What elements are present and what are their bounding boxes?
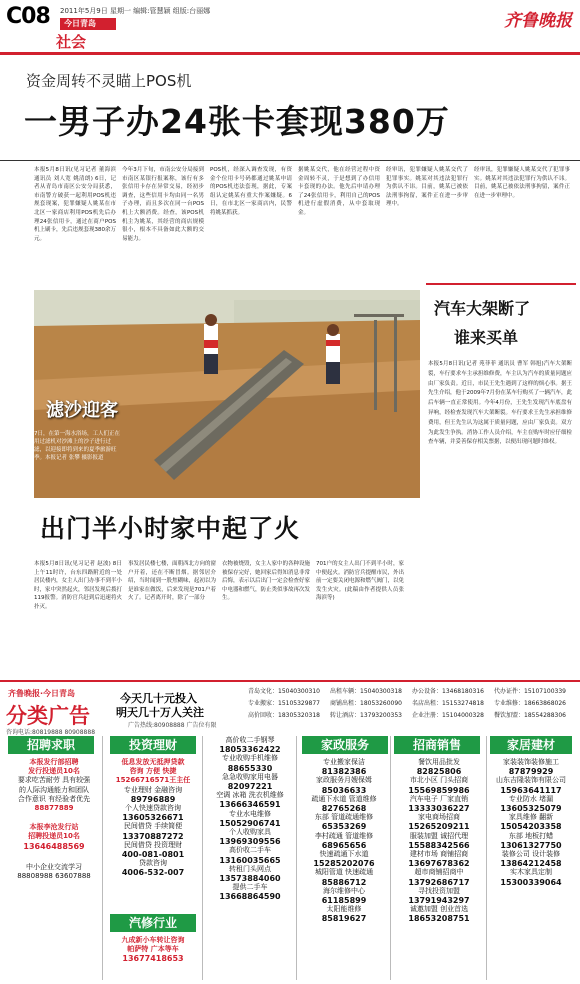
ad-line: 山东吉隆装饰有限公司 bbox=[496, 776, 566, 785]
ad-line: 本报李沧发行站 bbox=[29, 823, 79, 832]
side-headline-1: 汽车大架断了 bbox=[434, 299, 531, 318]
ad-line: 要求吃苦耐劳 具有较强 bbox=[17, 776, 91, 785]
ad-line: 68965656 bbox=[321, 840, 367, 850]
fire-headline: 出门半小时家中起了火 bbox=[40, 514, 301, 543]
ads-col-home bbox=[490, 758, 572, 980]
ads-top-item: 专业维修：18663868026 bbox=[494, 700, 566, 707]
ad-line: 15052906741 bbox=[219, 818, 281, 828]
lead-headline: 一男子办24张卡套现380万 bbox=[24, 102, 450, 141]
ad-line: 15300339064 bbox=[500, 877, 562, 887]
ad-line: 家装装饰装修施工 bbox=[503, 758, 559, 766]
ad-line: 88808988 63607888 bbox=[17, 872, 91, 881]
cat-home-building: 家居建材 bbox=[490, 736, 572, 754]
ads-divider bbox=[296, 736, 297, 980]
ad-line: 15588342566 bbox=[408, 840, 470, 850]
lead-column-2: 今年3月下旬，市南公安分局接到市南区某银行报案称，该行有多张信用卡存在异常交易，经初步调查，这些信用卡均由同一名男子办理，而且多次在同一台POS机上大额消费。经查，该POS机机主为姚某，其经营的商店规模很小，根本不具备如此大额的交易能力。 bbox=[122, 167, 204, 242]
ad-line: 13160035665 bbox=[219, 855, 281, 865]
ads-top-item: 高价回收：18305320318 bbox=[248, 712, 320, 719]
ads-promo-3: 广告热线:80908888 广告位有限 bbox=[128, 722, 217, 729]
cat-investment: 投资理财 bbox=[110, 736, 196, 754]
ad-line: 13573884060 bbox=[219, 874, 281, 884]
ad-line: 13666346591 bbox=[219, 800, 281, 810]
ads-col-misc bbox=[206, 736, 294, 980]
ad-line: 汽车电子 厂家直销 bbox=[409, 794, 469, 803]
lead-column-4: 据姚某交代，他在经营过程中资金周转不灵，于是想到了办信用卡套现的办法。他先后申请办理了24张信用卡，利用自己的POS机进行虚假消费，从中套取现金。 bbox=[298, 167, 380, 216]
ads-top-item: 企业注册：15104000328 bbox=[412, 712, 484, 719]
ads-divider bbox=[486, 736, 487, 980]
ad-line: 89796889 bbox=[130, 794, 176, 804]
ad-line: 61185899 bbox=[321, 896, 367, 906]
ad-line: 85886712 bbox=[321, 877, 367, 887]
ad-line: 82765268 bbox=[321, 804, 367, 814]
ad-line: 急急收购家用电器 bbox=[222, 772, 278, 781]
ad-line: 服装加盟 诚招代理 bbox=[409, 831, 469, 840]
ad-line: 13677418653 bbox=[122, 954, 184, 964]
side-headline-2: 谁来买单 bbox=[454, 328, 519, 347]
ad-line: 家电商场招商 bbox=[418, 813, 460, 822]
ad-line: 专业理财 金融咨询 bbox=[123, 785, 183, 794]
ad-line: 13646488569 bbox=[23, 841, 85, 851]
ads-col-sales bbox=[394, 758, 484, 980]
ad-line: 家政服务月嫂保姆 bbox=[316, 776, 372, 785]
ad-line: 咨询 方便 快捷 bbox=[129, 767, 177, 776]
ad-line: 13969309556 bbox=[219, 837, 281, 847]
ad-line: 诚邀加盟 创业首选 bbox=[409, 905, 469, 914]
ad-line: 18653208751 bbox=[408, 914, 470, 924]
fire-column-3: 衣物被烧毁，女主人家中的各种设施被保存完好，她回家后得知消息非常后悔，表示以后出门一定会检查好家中电器和燃气，防止类似事故再次发生。 bbox=[222, 561, 310, 602]
ad-line: 13792686717 bbox=[408, 877, 470, 887]
ad-line: 13605326671 bbox=[122, 813, 184, 823]
headline-rule bbox=[0, 160, 580, 161]
lead-column-1: 本报5月8日讯(见习记者 董海滨 通讯员 刘人宽 姚清朗) 6日，记者从青岛市南区公安分局获悉，市南警方破获一起利用POS机违规套现案，犯罪嫌疑人姚某在市北区一家商店利用POS机先后办理24张信用卡，通过在商户POS机上刷卡，先后违规套现380余万元。 bbox=[34, 167, 116, 242]
fire-column-4: 701户的女主人出门不到半小时，家中便起火。消防官兵提醒市民，外出前一定要关闭电源和燃气阀门，以免发生火灾。(此稿由作者提供人员张海滨等) bbox=[316, 561, 404, 602]
ads-col-investment bbox=[106, 758, 200, 910]
ad-line: 建材市场 商铺招商 bbox=[409, 850, 469, 859]
photo-caption: 7日，在第一海水浴场，工人们正在用过滤机对沙滩上的沙子进行过滤，以迎接即将到来的夏季旅游旺季。本报记者 张攀 摄影报道 bbox=[34, 431, 121, 461]
ad-line: 转租门头网点 bbox=[229, 864, 271, 873]
ad-line: 提供二手车 bbox=[232, 883, 268, 892]
lead-column-5: 经审讯，犯罪嫌疑人姚某交代了犯罪事实。姚某对其违法犯罪行为供认不讳。目前，姚某已被依法刑事拘留，案件正在进一步审理中。 bbox=[386, 167, 468, 208]
ads-rule bbox=[0, 680, 580, 682]
ad-line: 专业水电维修 bbox=[229, 809, 271, 818]
lead-subhead: 资金周转不灵瞄上POS机 bbox=[26, 72, 192, 90]
ad-line: 贷款咨询 bbox=[139, 859, 167, 868]
ad-line: 中小企业交流学习 bbox=[26, 862, 82, 871]
ad-line: 65353269 bbox=[321, 822, 367, 832]
ad-line: 帕萨特 广本等车 bbox=[127, 945, 179, 954]
ad-line: 13668864590 bbox=[219, 892, 281, 902]
ads-promo-1: 今天几十元投入 bbox=[120, 692, 197, 705]
ad-line: 家具维修 翻新 bbox=[508, 813, 554, 822]
ad-line: 88655330 bbox=[227, 763, 273, 773]
ad-line: 15569859986 bbox=[408, 785, 470, 795]
ad-line: 82825806 bbox=[416, 767, 462, 777]
ad-line: 15963641117 bbox=[500, 785, 562, 795]
ads-top-list bbox=[248, 684, 574, 728]
ads-col-auto bbox=[106, 936, 200, 980]
photo-title: 滤沙迎客 bbox=[46, 400, 118, 421]
ad-line: 87879929 bbox=[508, 767, 554, 777]
ads-top-item: 名店出租：15153274818 bbox=[412, 700, 484, 707]
ad-line: 合作意识 有经验者优先 bbox=[17, 794, 91, 803]
ad-line: 专业搬家保洁 bbox=[323, 758, 365, 766]
ad-line: 个人收购家具 bbox=[229, 828, 271, 837]
ads-col-recruitment bbox=[8, 758, 100, 980]
ad-line: 专业防水 堵漏 bbox=[508, 794, 554, 803]
ad-line: 13864212458 bbox=[500, 859, 562, 869]
ad-line: 餐饮用品批发 bbox=[418, 758, 460, 766]
page-number: C08 bbox=[6, 4, 50, 29]
ads-top-item: 餐饮加盟：18554288306 bbox=[494, 712, 566, 719]
ad-line: 民间借贷 投资理财 bbox=[123, 840, 183, 849]
ad-line: 4006-532-007 bbox=[121, 868, 185, 878]
ad-line: 李村疏通 管道维修 bbox=[314, 831, 374, 840]
ad-line: 13697678362 bbox=[408, 859, 470, 869]
ad-line: 九成新小车转让咨询 bbox=[121, 936, 185, 944]
ad-line: 发行投递员10名 bbox=[28, 767, 80, 776]
ad-line: 13605325079 bbox=[500, 804, 562, 814]
ad-line: 东部 管道疏通维修 bbox=[314, 813, 374, 822]
ad-line: 太阳能维修 bbox=[326, 905, 362, 914]
ads-col-housekeeping bbox=[300, 758, 388, 980]
ads-divider bbox=[102, 736, 103, 980]
section-title: 社会 bbox=[56, 33, 87, 51]
beach-photo bbox=[34, 290, 420, 498]
lead-column-6: 经审讯，犯罪嫌疑人姚某交代了犯罪事实。姚某对其违法犯罪行为供认不讳。目前，姚某已被依法刑事拘留，案件正在进一步审理中。 bbox=[474, 167, 570, 199]
ad-line: 专业收购手机维修 bbox=[222, 754, 278, 763]
section-tag: 今日青岛 bbox=[60, 18, 116, 30]
ads-top-item: 专业搬家：15105329877 bbox=[248, 700, 320, 707]
ads-top-item: 出租车辆：15040300318 bbox=[330, 688, 402, 695]
ads-promo-2: 明天几十万人关注 bbox=[116, 706, 204, 719]
ad-line: 城阳管道 快速疏通 bbox=[314, 868, 374, 877]
ads-divider bbox=[202, 736, 203, 980]
ad-line: 低息发放无抵押贷款 bbox=[121, 758, 185, 766]
ad-line: 民间借贷 手续简便 bbox=[123, 822, 183, 831]
ad-line: 15265209211 bbox=[408, 822, 470, 832]
paper-logo: 齐鲁晚报 bbox=[504, 11, 572, 31]
ad-line: 个人快速贷款咨询 bbox=[125, 804, 181, 813]
ad-line: 13061327750 bbox=[500, 840, 562, 850]
ad-line: 东部 地板打蜡 bbox=[508, 831, 554, 840]
side-article-body: 本报5月8日讯(记者 苑菲菲 通讯员 曹军 韩旭)汽车大架断裂，车行要求车主承担维修费，车主认为汽车的质量问题应由厂家负责。近日，市民王先生遇到了这样的烦心事。据王先生介绍，他于2009年7月份在某车行购买了一辆汽车，此后车辆一直正常使用。今年4月份，王先生发现汽车底盘有异响，经检查发现汽车大架断裂。车行要求王先生承担维修费用，但王先生认为这属于质量问题，应由厂家负责。双方为此发生争执。消协工作人员介绍，车主在购车时应仔细检查车辆，并妥善保存相关票据，以便出现问题时维权。 bbox=[428, 361, 572, 446]
ad-line: 82097221 bbox=[227, 782, 273, 792]
fire-column-1: 本报5月8日讯(见习记者 赵波) 8日上午11时许，台东四路附近的一处居民楼内，女主人出门办事不到半小时，家中突然起火，邻居发现后拨打119报警。消防官兵赶到后迅速将火扑灭。 bbox=[34, 561, 122, 610]
ad-line: 海尔维修中心 bbox=[323, 886, 365, 895]
ads-top-item: 转让酒店：13793200353 bbox=[330, 712, 402, 719]
cat-recruitment: 招聘求职 bbox=[8, 736, 94, 754]
ads-top-item: 商铺出租：18053260090 bbox=[330, 700, 402, 707]
ad-line: 本报发行部招聘 bbox=[29, 758, 79, 766]
ad-line: 18053362422 bbox=[219, 745, 281, 755]
ad-line: 实木家具定制 bbox=[510, 868, 552, 877]
ad-line: 15266716571王主任 bbox=[115, 776, 191, 785]
ad-line: 高价收二手车 bbox=[229, 846, 271, 855]
ads-top-item: 代办证件：15107100339 bbox=[494, 688, 566, 695]
header-rule bbox=[0, 52, 580, 55]
ads-phone: 咨询电话:80819888 80908888 bbox=[6, 729, 96, 736]
lead-column-3: POS机，经深入调查发现，有资金个位用卡号码都通过姚某申请的POS机违法套现，据此，专案组认定姚某有重大作案嫌疑。6日，在市北区一家商店内，民警将姚某抓获。 bbox=[210, 167, 292, 216]
ad-line: 超市商铺招商中 bbox=[414, 868, 464, 877]
ad-line: 85036633 bbox=[321, 785, 367, 795]
date-line: 2011年5月9日 星期一 编辑:管慧颖 组版:台丽娜 bbox=[60, 7, 211, 15]
ads-top-item: 办公设备：13468180316 bbox=[412, 688, 484, 695]
side-article-rule bbox=[426, 283, 576, 285]
ad-line: 疏通下水道 管道维修 bbox=[311, 794, 377, 803]
ad-line: 的人际沟通能力和团队 bbox=[19, 785, 89, 794]
beach-workers-image bbox=[34, 290, 420, 498]
ad-line: 400-081-0801 bbox=[121, 850, 185, 860]
ad-line: 装修公司 设计装修 bbox=[501, 850, 561, 859]
ad-line: 13791943297 bbox=[408, 896, 470, 906]
ads-title: 分类广告 bbox=[6, 704, 90, 728]
fire-column-2: 事发居民楼七楼，面朝西北方向的窗户开着，还在不断冒烟。据邻居介绍，当时闻到一股焦糊味，起初以为是谁家在做饭，后来发现是701户着火了。记者离开时，除了一部分 bbox=[128, 561, 216, 602]
cat-housekeeping: 家政服务 bbox=[302, 736, 388, 754]
ads-divider bbox=[390, 736, 391, 980]
ads-top-item: 青岛文化：15040300310 bbox=[248, 688, 320, 695]
ads-logo: 齐鲁晚报·今日青岛 bbox=[8, 689, 76, 698]
ad-line: 13370887272 bbox=[122, 831, 184, 841]
ad-line: 空调 冰箱 洗衣机维修 bbox=[216, 791, 284, 800]
ad-line: 市北小区 门头招商 bbox=[409, 776, 469, 785]
ad-line: 15054203358 bbox=[500, 822, 562, 832]
ad-line: 高价收二手钢琴 bbox=[225, 736, 275, 744]
ad-line: 寻找投资加盟 bbox=[418, 886, 460, 895]
cat-sales: 招商销售 bbox=[394, 736, 480, 754]
ad-line: 88877889 bbox=[34, 804, 74, 813]
ad-line: 81382386 bbox=[321, 767, 367, 777]
ad-line: 13333036227 bbox=[408, 804, 470, 814]
cat-auto-repair: 汽修行业 bbox=[110, 914, 196, 932]
ad-line: 85819627 bbox=[321, 914, 367, 924]
ad-line: 快速疏通下水道 bbox=[319, 850, 369, 859]
ad-line: 招聘投递员10名 bbox=[28, 832, 80, 841]
ad-line: 15285202076 bbox=[313, 859, 375, 869]
